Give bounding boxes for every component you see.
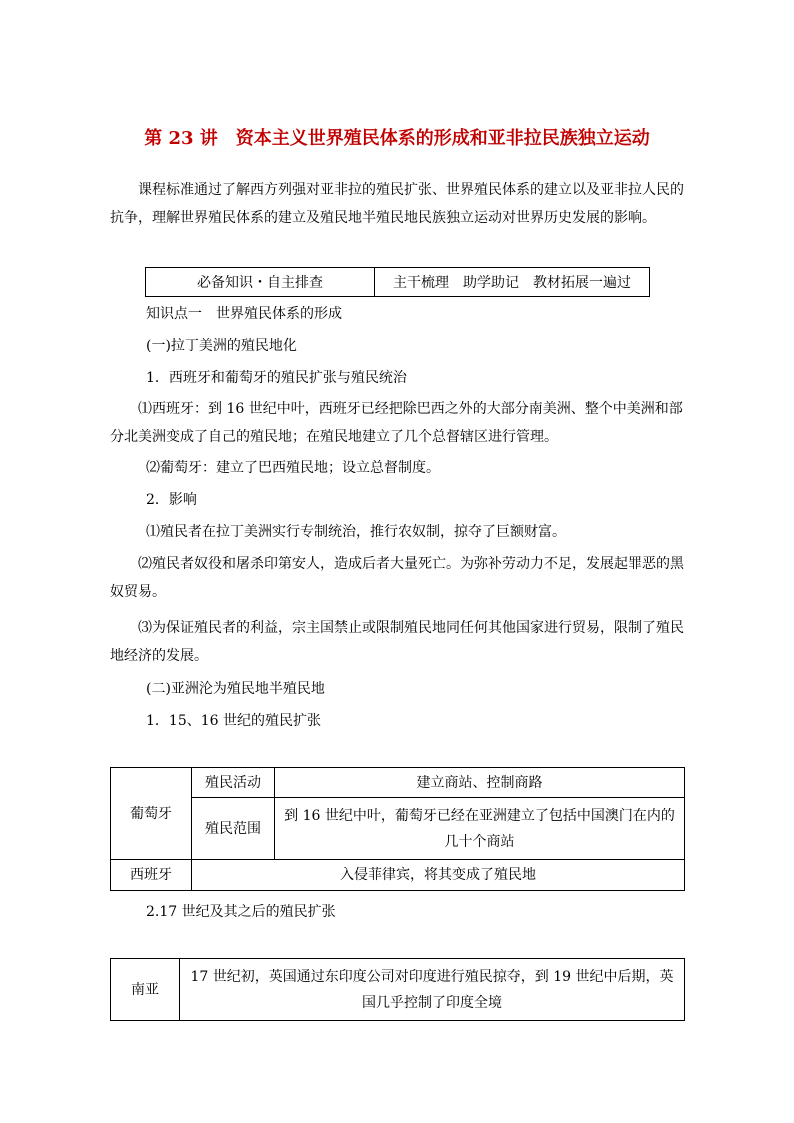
cell-spain: 西班牙 bbox=[111, 860, 192, 891]
banner-left: 必备知识・自主排查 bbox=[146, 268, 375, 296]
subsection-heading-latin-america: (一)拉丁美洲的殖民地化 bbox=[146, 338, 297, 354]
expansion-table-17c bbox=[110, 958, 685, 1021]
cell-range: 到 16 世纪中叶，葡萄牙已经在亚洲建立了包括中国澳门在内的几十个商站 bbox=[275, 798, 685, 860]
section-banner bbox=[145, 267, 650, 297]
paragraph-portugal: ⑵葡萄牙：建立了巴西殖民地；设立总督制度。 bbox=[146, 460, 440, 476]
item-heading: 1．西班牙和葡萄牙的殖民扩张与殖民统治 bbox=[146, 370, 407, 386]
cell-spain-text: 入侵菲律宾，将其变成了殖民地 bbox=[192, 860, 685, 891]
impact-3: ⑶为保证殖民者的利益，宗主国禁止或限制殖民地同任何其他国家进行贸易，限制了殖民地经济的发展。 bbox=[110, 620, 684, 664]
intro-paragraph: 课程标准通过了解西方列强对亚非拉的殖民扩张、世界殖民体系的建立以及亚非拉人民的抗争，理解世界殖民体系的建立及殖民地半殖民地民族独立运动对世界历史发展的影响。 bbox=[110, 182, 684, 226]
cell-activity: 建立商站、控制商路 bbox=[275, 768, 685, 798]
item-heading-15-16c: 1．15、16 世纪的殖民扩张 bbox=[146, 713, 321, 729]
banner-right: 主干梳理 助学助记 教材拓展一遍过 bbox=[393, 275, 631, 291]
cell-south-asia-text: 17 世纪初，英国通过东印度公司对印度进行殖民掠夺，到 19 世纪中后期，英国几乎控制了印度全境 bbox=[180, 959, 685, 1021]
paragraph-spain: ⑴西班牙：到 16 世纪中叶，西班牙已经把除巴西之外的大部分南美洲、整个中美洲和部分北美洲变成了自己的殖民地；在殖民地建立了几个总督辖区进行管理。 bbox=[110, 401, 683, 445]
expansion-table-15-16c bbox=[110, 767, 685, 891]
item-heading-17c: 2.17 世纪及其之后的殖民扩张 bbox=[146, 904, 336, 920]
page-title: 第 23 讲 资本主义世界殖民体系的形成和亚非拉民族独立运动 bbox=[144, 128, 650, 149]
impact-1: ⑴殖民者在拉丁美洲实行专制统治，推行农奴制，掠夺了巨额财富。 bbox=[146, 524, 566, 540]
knowledge-point-heading: 知识点一 世界殖民体系的形成 bbox=[146, 306, 342, 322]
subsection-heading-asia: (二)亚洲沦为殖民地半殖民地 bbox=[146, 681, 325, 697]
cell-portugal: 葡萄牙 bbox=[111, 768, 192, 860]
cell-range-label: 殖民范围 bbox=[192, 798, 275, 860]
impact-2: ⑵殖民者奴役和屠杀印第安人，造成后者大量死亡。为弥补劳动力不足，发展起罪恶的黑奴贸易。 bbox=[110, 556, 684, 600]
cell-activity-label: 殖民活动 bbox=[192, 768, 275, 798]
cell-south-asia: 南亚 bbox=[111, 959, 180, 1021]
item-heading-impact: 2．影响 bbox=[146, 492, 197, 508]
